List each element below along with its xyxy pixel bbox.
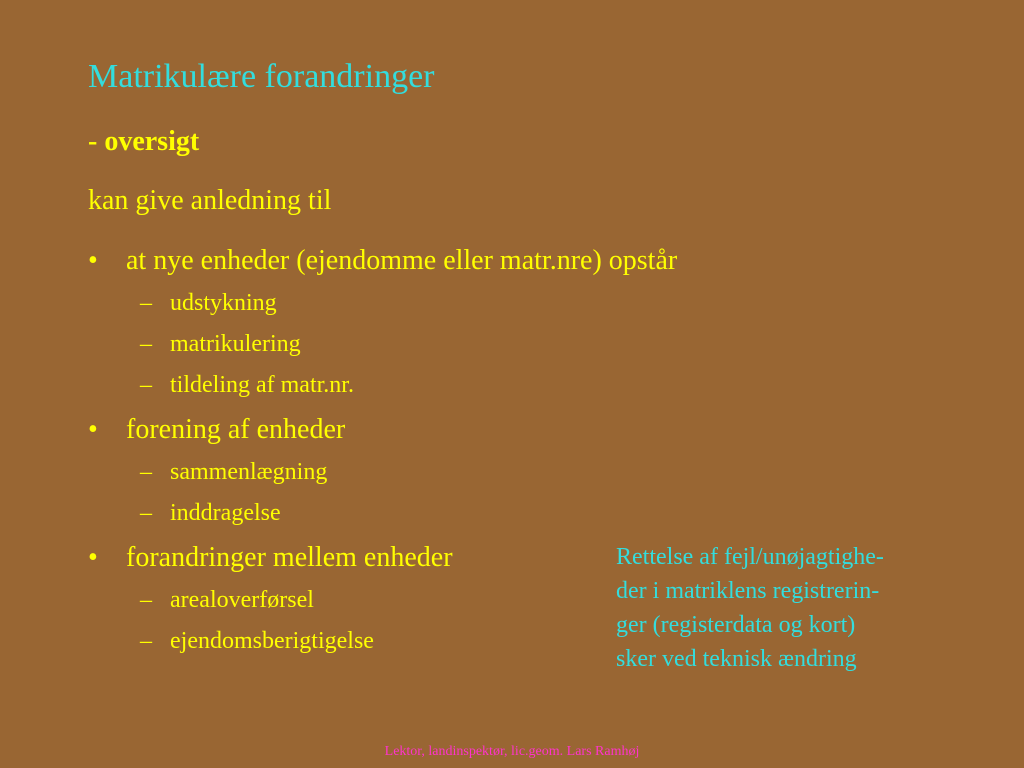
sub-item [88, 365, 848, 406]
bullet-marker: • [88, 245, 98, 276]
bullet-item [88, 412, 848, 448]
sub-text: sammenlægning [170, 459, 328, 485]
sub-marker: – [140, 500, 152, 526]
sub-list [88, 283, 848, 406]
side-note-line: der i matriklens registrerin- [616, 578, 880, 604]
slide-title: Matrikulære forandringer [88, 58, 435, 95]
side-note [616, 540, 976, 676]
intro-text: kan give anledning til [88, 185, 332, 216]
sub-text: inddragelse [170, 500, 281, 526]
bullet-text: forandringer mellem enheder [126, 542, 453, 573]
sub-text: udstykning [170, 290, 277, 316]
sub-marker: – [140, 587, 152, 613]
sub-text: matrikulering [170, 331, 301, 357]
bullet-marker: • [88, 542, 98, 573]
sub-text: ejendomsberigtigelse [170, 628, 374, 654]
bullet-item [88, 243, 848, 279]
sub-marker: – [140, 290, 152, 316]
bullet-text: at nye enheder (ejendomme eller matr.nre) opstår [126, 245, 678, 276]
bullet-marker: • [88, 414, 98, 445]
sub-marker: – [140, 372, 152, 398]
slide-subtitle: - oversigt [88, 126, 200, 157]
sub-text: arealoverførsel [170, 587, 314, 613]
footer-credit: Lektor, landinspektør, lic.geom. Lars Ramhøj [384, 744, 640, 759]
sub-item [88, 452, 848, 493]
sub-item [88, 283, 848, 324]
side-note-line: Rettelse af fejl/unøjagtighe- [616, 544, 884, 570]
sub-marker: – [140, 628, 152, 654]
side-note-line: sker ved teknisk ændring [616, 646, 857, 672]
sub-item [88, 324, 848, 365]
sub-list [88, 452, 848, 534]
sub-item [88, 493, 848, 534]
sub-marker: – [140, 459, 152, 485]
side-note-line: ger (registerdata og kort) [616, 612, 856, 638]
sub-marker: – [140, 331, 152, 357]
bullet-text: forening af enheder [126, 414, 346, 445]
sub-text: tildeling af matr.nr. [170, 372, 354, 398]
